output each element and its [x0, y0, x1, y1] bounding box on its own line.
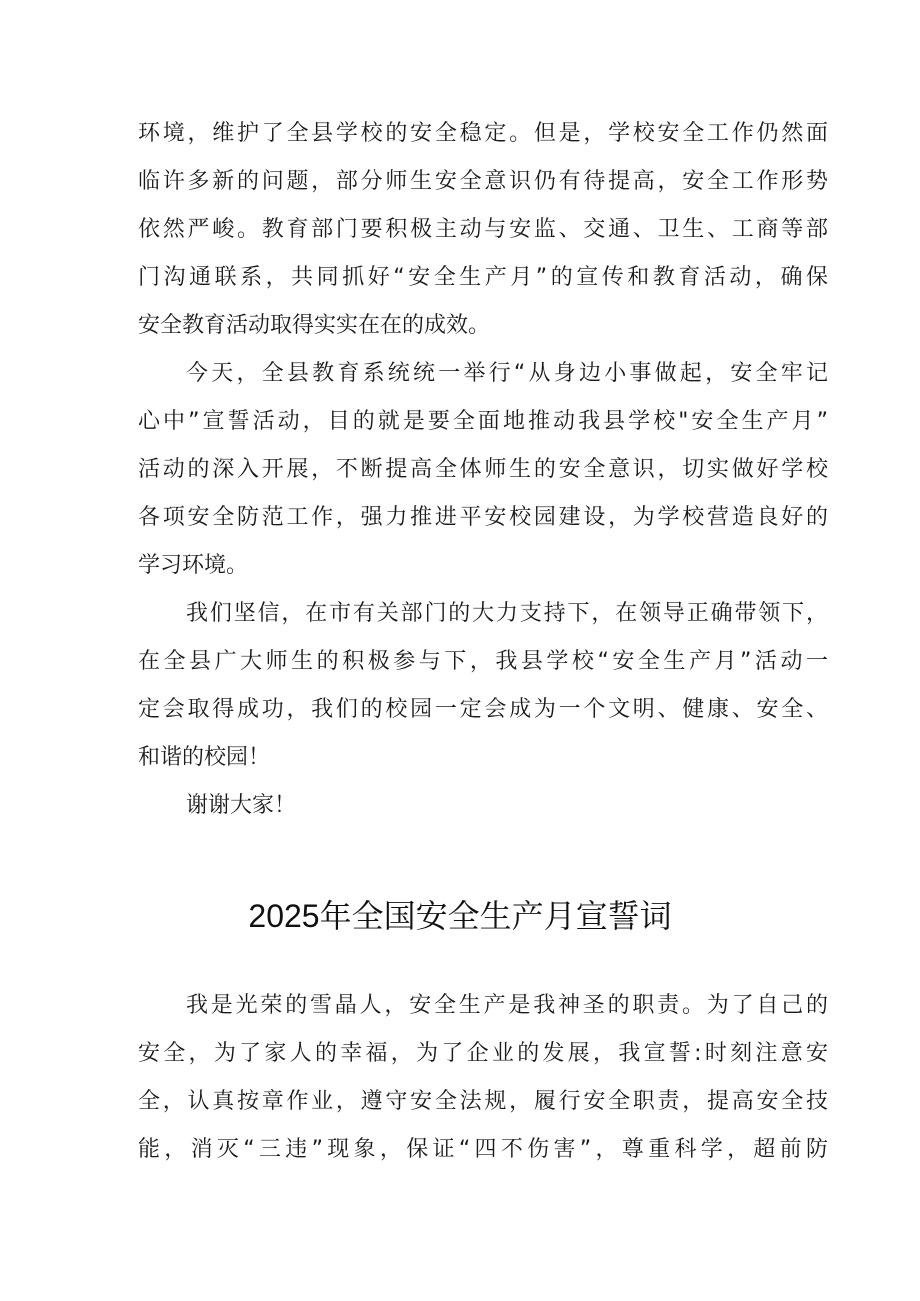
paragraph-line: 在全县广大师生的积极参与下，我县学校“安全生产月”活动一: [138, 649, 828, 674]
paragraph-line: 门沟通联系，共同抓好“安全生产月”的宣传和教育活动，确保: [138, 265, 828, 290]
paragraph-line: 学习环境。: [138, 553, 249, 578]
paragraph-line: 今天，全县教育系统统一举行“从身边小事做起，安全牢记: [186, 361, 828, 386]
paragraph-line: 临许多新的问题，部分师生安全意识仍有待提高，安全工作形势: [138, 169, 828, 194]
paragraph-line: 我是光荣的雪晶人，安全生产是我神圣的职责。为了自己的: [186, 993, 828, 1018]
closing-thanks: 谢谢大家！: [186, 793, 297, 818]
paragraph-line: 和谐的校园！: [138, 745, 271, 770]
paragraph-line: 各项安全防范工作，强力推进平安校园建设，为学校营造良好的: [138, 505, 828, 530]
paragraph-line: 环境，维护了全县学校的安全稳定。但是，学校安全工作仍然面: [138, 121, 828, 146]
paragraph-line: 安全教育活动取得实实在在的成效。: [138, 313, 491, 338]
paragraph-line: 活动的深入开展，不断提高全体师生的安全意识，切实做好学校: [138, 457, 828, 482]
paragraph-line: 全，认真按章作业，遵守安全法规，履行安全职责，提高安全技: [138, 1089, 828, 1114]
paragraph-line: 心中”宣誓活动，目的就是要全面地推动我县学校"安全生产月”: [138, 409, 828, 434]
paragraph-line: 我们坚信，在市有关部门的大力支持下，在领导正确带领下，: [186, 601, 828, 626]
document-title: 2025年全国安全生产月宣誓词: [248, 898, 672, 934]
paragraph-line: 定会取得成功，我们的校园一定会成为一个文明、健康、安全、: [138, 697, 828, 722]
paragraph-line: 安全，为了家人的幸福，为了企业的发展，我宣誓:时刻注意安: [138, 1041, 828, 1066]
paragraph-line: 依然严峻。教育部门要积极主动与安监、交通、卫生、工商等部: [138, 217, 828, 242]
paragraph-line: 能，消灭“三违”现象，保证“四不伤害”，尊重科学，超前防: [138, 1137, 828, 1162]
